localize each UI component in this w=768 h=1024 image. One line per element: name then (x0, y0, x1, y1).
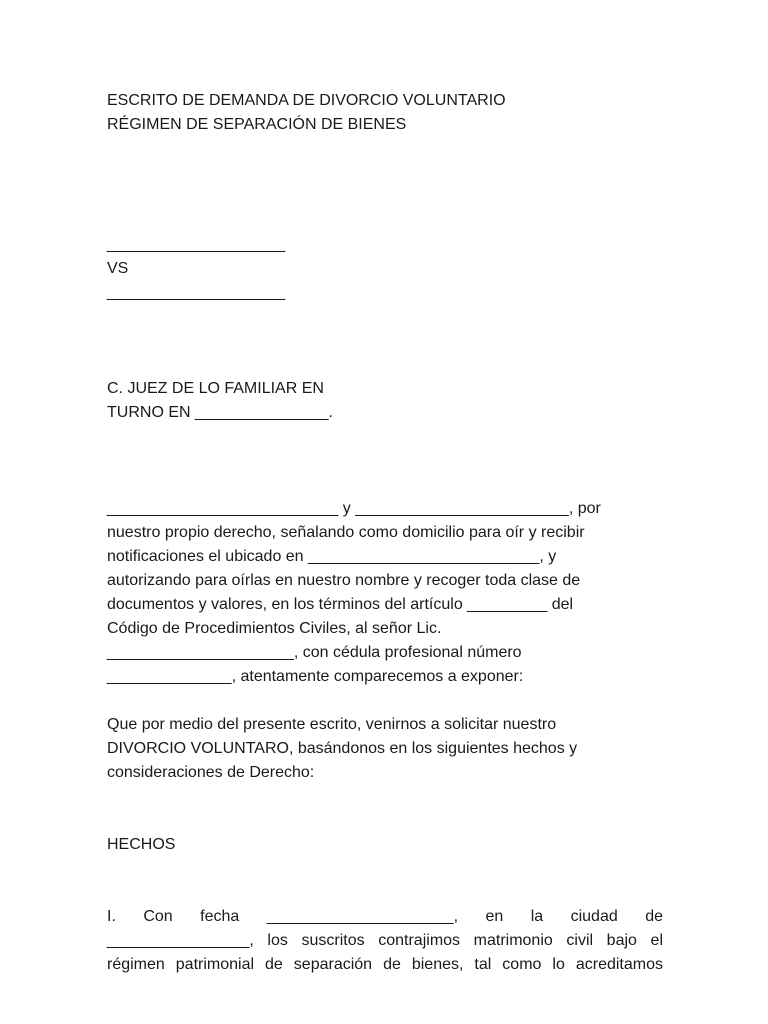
addressee-line: TURNO EN _______________. (107, 404, 333, 421)
intro-line: _____________________, con cédula profesional número (107, 644, 522, 661)
versus-label: VS (107, 260, 129, 277)
intro-paragraph (107, 497, 663, 689)
request-line: Que por medio del presente escrito, venirnos a solicitar nuestro (107, 716, 557, 733)
intro-line: __________________________ y ________________________, por (107, 500, 601, 517)
title-line: ESCRITO DE DEMANDA DE DIVORCIO VOLUNTARIO (107, 92, 506, 109)
request-line: consideraciones de Derecho: (107, 764, 315, 781)
document-page (107, 89, 663, 977)
intro-line: Código de Procedimientos Civiles, al señor Lic. (107, 620, 442, 637)
section-heading-hechos (107, 833, 663, 857)
fact-line: régimen patrimonial de separación de bienes, tal como lo acreditamos (107, 956, 663, 973)
section-heading: HECHOS (107, 836, 176, 853)
party-one-blank: ____________________ (107, 236, 285, 253)
document-title (107, 89, 663, 137)
intro-line: nuestro propio derecho, señalando como domicilio para oír y recibir (107, 524, 585, 541)
subtitle-line: RÉGIMEN DE SEPARACIÓN DE BIENES (107, 116, 407, 133)
addressee-line: C. JUEZ DE LO FAMILIAR EN (107, 380, 324, 397)
fact-line: ________________, los suscritos contrajimos matrimonio civil bajo el (107, 932, 663, 949)
parties-block (107, 233, 663, 305)
addressee-block (107, 377, 663, 425)
intro-line: ______________, atentamente comparecemos a exponer: (107, 668, 524, 685)
party-two-blank: ____________________ (107, 284, 285, 301)
intro-line: documentos y valores, en los términos del artículo _________ del (107, 596, 574, 613)
intro-line: autorizando para oírlas en nuestro nombre y recoger toda clase de (107, 572, 581, 589)
fact-one-paragraph (107, 905, 663, 977)
request-line: DIVORCIO VOLUNTARO, basándonos en los siguientes hechos y (107, 740, 578, 757)
fact-line: I. Con fecha _____________________, en la ciudad de (107, 908, 663, 925)
intro-line: notificaciones el ubicado en __________________________, y (107, 548, 557, 565)
request-paragraph (107, 713, 663, 785)
